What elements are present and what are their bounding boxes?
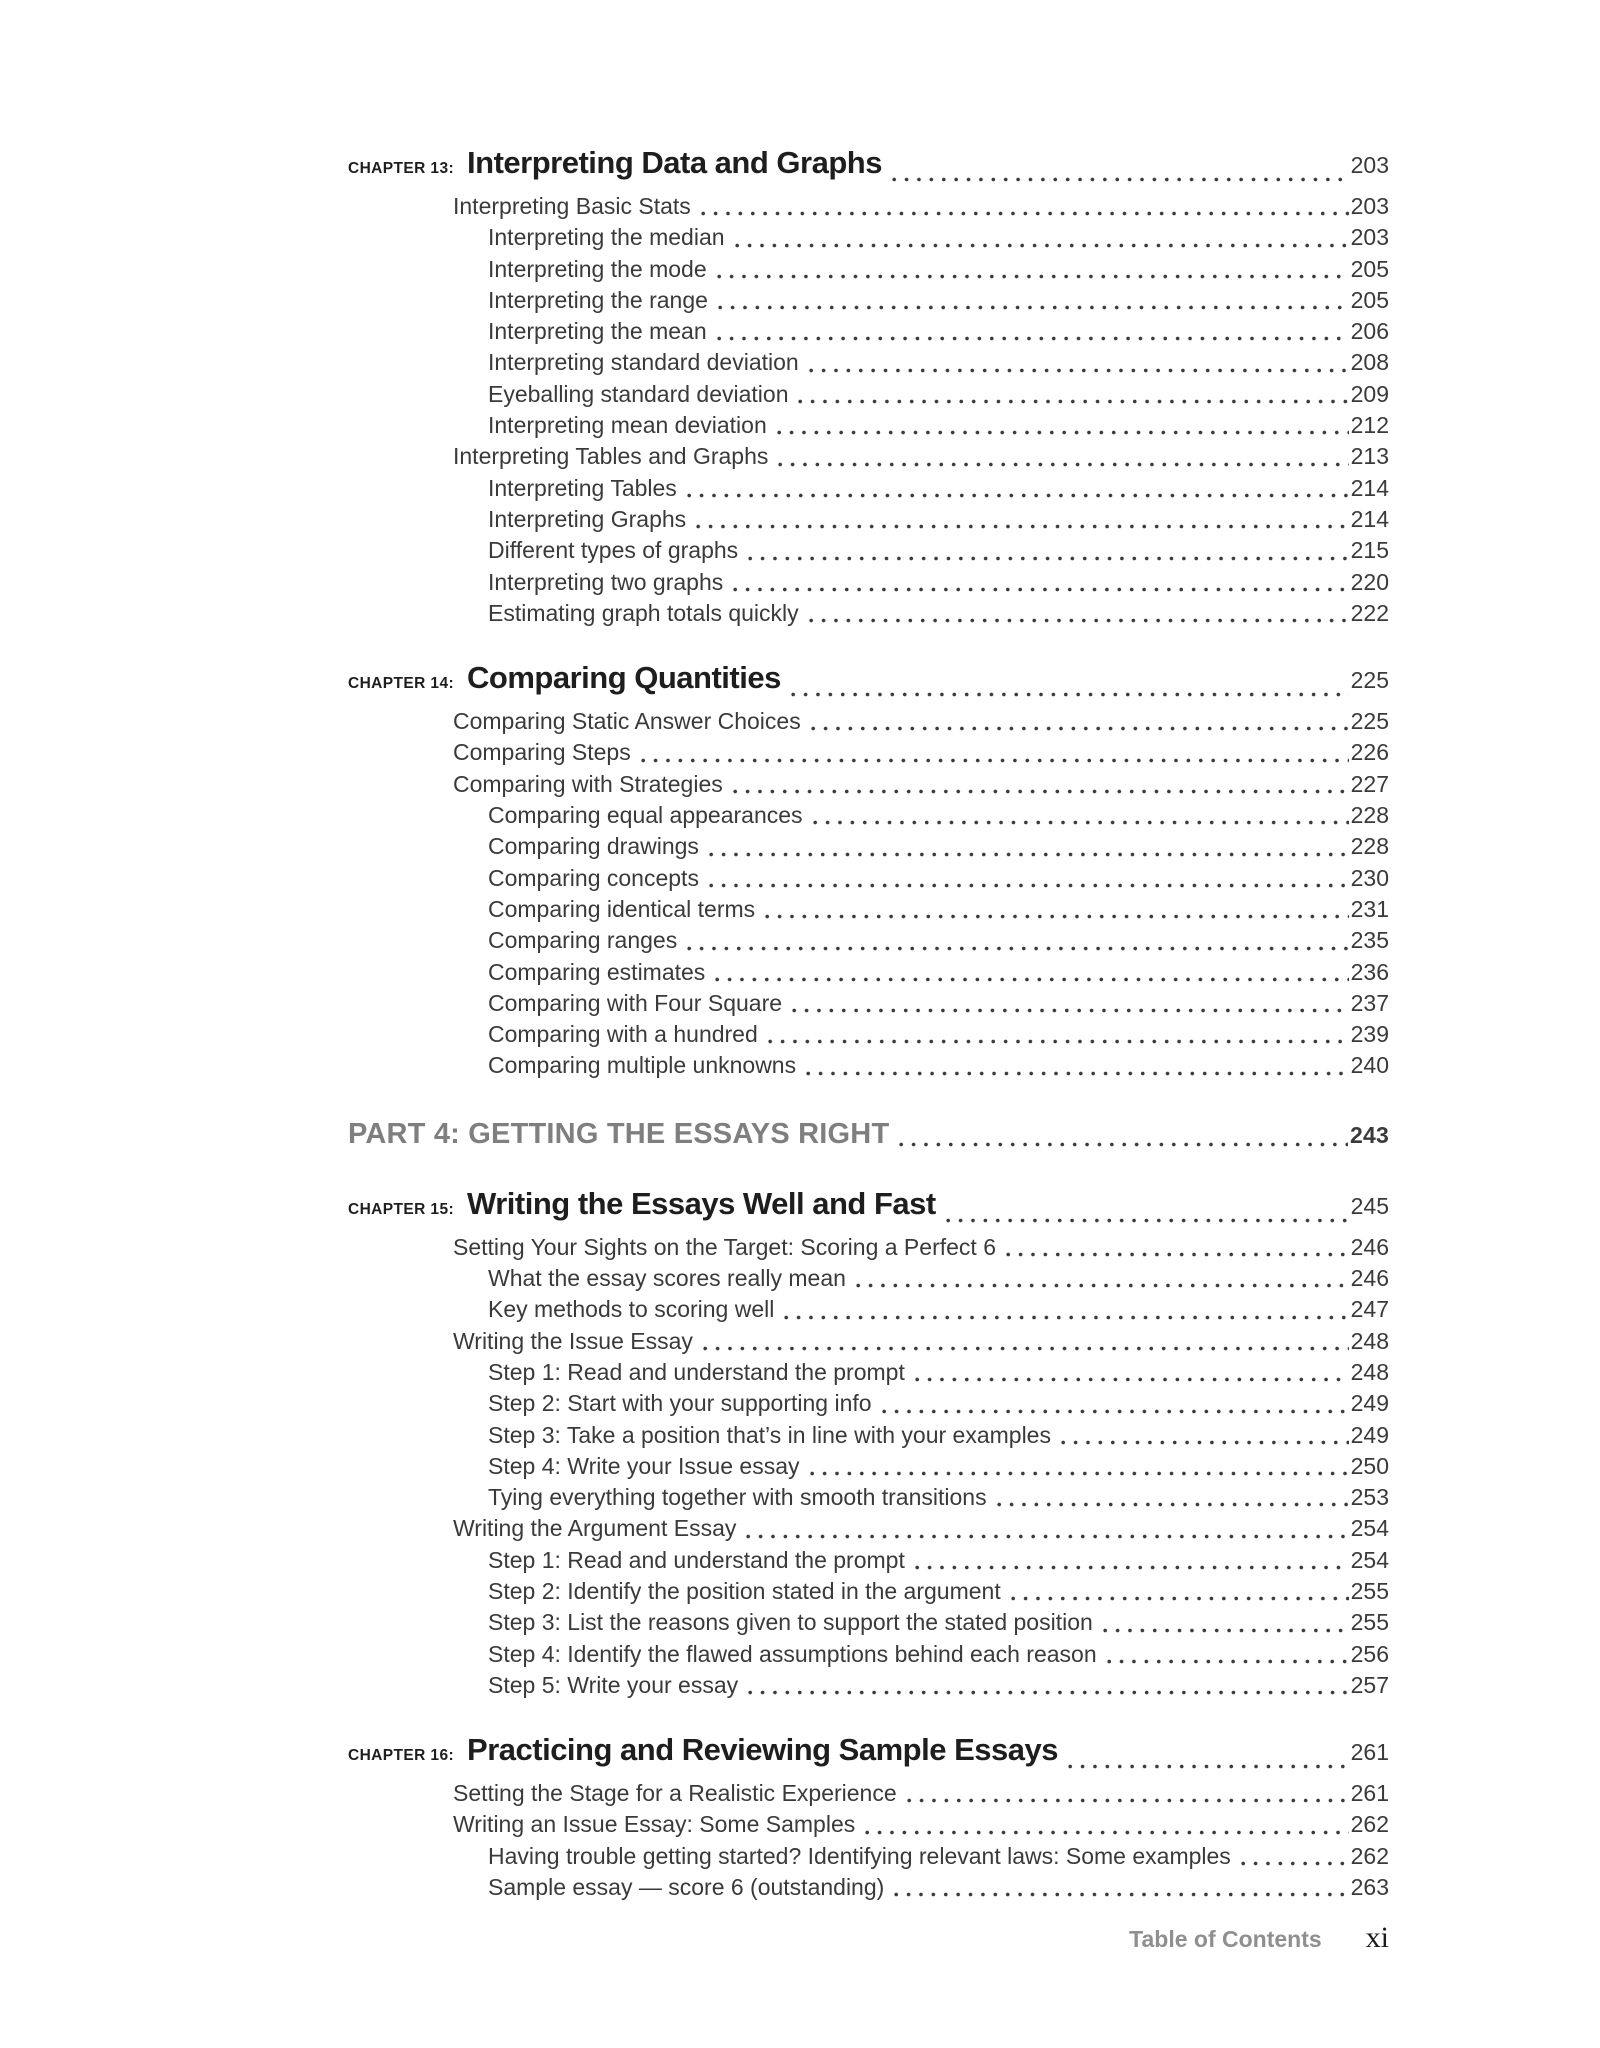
dot-leader — [911, 1377, 1349, 1382]
toc-entry-row[interactable] — [488, 988, 1389, 1019]
chapter-title: Practicing and Reviewing Sample Essays — [467, 1732, 1058, 1768]
entry-title: Comparing with Four Square — [488, 989, 783, 1016]
chapter-label: CHAPTER 13: — [348, 160, 455, 177]
entry-page-number: 248 — [1350, 1358, 1389, 1385]
chapter-page-number: 203 — [1350, 152, 1389, 178]
footer-page-number: xi — [1365, 1921, 1389, 1954]
entry-page-number: 246 — [1350, 1233, 1389, 1260]
entry-title: Step 5: Write your essay — [488, 1671, 739, 1698]
dot-leader — [852, 1283, 1349, 1288]
dot-leader — [713, 336, 1349, 341]
toc-entry-row[interactable] — [488, 316, 1389, 347]
dot-leader — [895, 1142, 1348, 1147]
entry-title: Different types of graphs — [488, 537, 739, 564]
entry-title: Eyeballing standard deviation — [488, 380, 789, 407]
toc-entry-row[interactable] — [488, 1357, 1389, 1388]
entry-title: Estimating graph totals quickly — [488, 599, 799, 626]
entry-title: Interpreting Basic Stats — [453, 193, 691, 219]
chapter-title: Comparing Quantities — [467, 660, 781, 696]
entry-title: Comparing multiple unknowns — [488, 1052, 797, 1079]
entry-title: Step 4: Identify the flawed assumptions behind each reason — [488, 1640, 1097, 1667]
entry-page-number: 214 — [1350, 474, 1389, 501]
dot-leader — [878, 1409, 1349, 1414]
toc-entry-row[interactable] — [488, 254, 1389, 285]
entry-title: Step 2: Start with your supporting info — [488, 1390, 872, 1417]
toc-chapter — [348, 140, 1389, 629]
toc-entry-row[interactable] — [488, 925, 1389, 956]
entry-title: Tying everything together with smooth transitions — [488, 1484, 987, 1511]
toc-entry-row[interactable] — [488, 1482, 1389, 1513]
dot-leader — [764, 1039, 1349, 1044]
entry-page-number: 246 — [1350, 1265, 1389, 1292]
entry-title: Interpreting the mode — [488, 255, 707, 282]
entry-page-number: 203 — [1350, 224, 1389, 251]
chapter-heading-row[interactable] — [348, 655, 1389, 706]
dot-leader — [1064, 1764, 1349, 1769]
entry-title: Interpreting standard deviation — [488, 349, 799, 376]
entry-page-number: 222 — [1350, 599, 1389, 626]
entry-title: Interpreting Tables — [488, 474, 677, 501]
entry-page-number: 206 — [1350, 318, 1389, 345]
dot-leader — [805, 618, 1349, 623]
entry-page-number: 236 — [1350, 958, 1389, 985]
part-title: PART 4: GETTING THE ESSAYS RIGHT — [348, 1117, 890, 1150]
dot-leader — [888, 177, 1349, 182]
entry-page-number: 208 — [1350, 349, 1389, 376]
dot-leader — [705, 852, 1349, 857]
toc-entry-row[interactable] — [488, 1451, 1389, 1482]
entry-title: Writing an Issue Essay: Some Samples — [453, 1811, 856, 1838]
dot-leader — [807, 726, 1349, 731]
entry-page-number: 220 — [1350, 568, 1389, 595]
entry-title: Interpreting mean deviation — [488, 412, 767, 439]
entry-page-number: 215 — [1350, 537, 1389, 564]
entry-page-number: 263 — [1350, 1874, 1389, 1901]
toc-entry-row[interactable] — [488, 1263, 1389, 1294]
toc-entry-row[interactable] — [488, 1576, 1389, 1607]
dot-leader — [637, 758, 1349, 763]
entry-page-number: 261 — [1350, 1780, 1389, 1807]
toc-entry-row[interactable] — [488, 567, 1389, 598]
dot-leader — [1099, 1628, 1349, 1633]
dot-leader — [774, 462, 1348, 467]
toc-entry-row[interactable] — [453, 1513, 1389, 1544]
dot-leader — [744, 556, 1348, 561]
toc-entry-row[interactable] — [453, 441, 1389, 472]
dot-leader — [742, 1534, 1348, 1539]
chapter-page-number: 261 — [1350, 1739, 1389, 1766]
entry-title: Key methods to scoring well — [488, 1296, 775, 1323]
toc-entry-row[interactable] — [453, 1778, 1389, 1809]
entry-title: Comparing with a hundred — [488, 1021, 758, 1048]
entry-page-number: 257 — [1350, 1671, 1389, 1698]
entry-page-number: 239 — [1350, 1021, 1389, 1048]
toc-list — [348, 140, 1389, 1903]
dot-leader — [683, 946, 1348, 951]
entry-page-number: 213 — [1350, 443, 1389, 470]
dot-leader — [890, 1892, 1348, 1897]
entry-page-number: 227 — [1350, 770, 1389, 797]
entry-title: Comparing concepts — [488, 864, 699, 891]
toc-entry-row[interactable] — [488, 473, 1389, 504]
dot-leader — [773, 430, 1349, 435]
toc-entry-row[interactable] — [453, 1326, 1389, 1357]
dot-leader — [731, 243, 1349, 248]
toc-entry-row[interactable] — [453, 1809, 1389, 1840]
toc-entry-row[interactable] — [488, 410, 1389, 441]
dot-leader — [806, 1471, 1349, 1476]
dot-leader — [993, 1502, 1349, 1507]
dot-leader — [794, 399, 1348, 404]
entry-title: Comparing identical terms — [488, 895, 756, 922]
dot-leader — [787, 692, 1349, 697]
entry-page-number: 230 — [1350, 864, 1389, 891]
toc-part-heading-row[interactable] — [348, 1114, 1389, 1155]
dot-leader — [903, 1798, 1349, 1803]
entry-page-number: 249 — [1350, 1421, 1389, 1448]
toc-entry-row[interactable] — [488, 379, 1389, 410]
chapter-title: Interpreting Data and Graphs — [467, 145, 882, 180]
dot-leader — [780, 1315, 1348, 1320]
dot-leader — [729, 789, 1349, 794]
dot-leader — [744, 1690, 1349, 1695]
dot-leader — [713, 274, 1349, 279]
chapter-heading-row[interactable] — [348, 1181, 1389, 1232]
entry-title: What the essay scores really mean — [488, 1265, 846, 1292]
entry-title: Interpreting the mean — [488, 318, 707, 345]
dot-leader — [683, 493, 1349, 498]
dot-leader — [911, 1565, 1349, 1570]
toc-entry-row[interactable] — [488, 535, 1389, 566]
entry-page-number: 247 — [1350, 1296, 1389, 1323]
entry-title: Comparing with Strategies — [453, 770, 723, 797]
entry-title: Interpreting Graphs — [488, 505, 687, 532]
entry-page-number: 253 — [1350, 1484, 1389, 1511]
entry-page-number: 205 — [1350, 286, 1389, 313]
toc-entry-row[interactable] — [488, 1545, 1389, 1576]
entry-page-number: 254 — [1350, 1546, 1389, 1573]
toc-entry-row[interactable] — [488, 863, 1389, 894]
toc-entry-row[interactable] — [453, 191, 1389, 222]
entry-page-number: 262 — [1350, 1842, 1389, 1869]
entry-title: Comparing ranges — [488, 927, 678, 954]
entry-page-number: 254 — [1350, 1515, 1389, 1542]
toc-entry-row[interactable] — [453, 769, 1389, 800]
entry-title: Writing the Argument Essay — [453, 1515, 737, 1542]
entry-page-number: 240 — [1350, 1052, 1389, 1079]
dot-leader — [705, 883, 1349, 888]
toc-entry-row[interactable] — [488, 504, 1389, 535]
chapter-entries — [348, 706, 1389, 1082]
dot-leader — [1002, 1252, 1349, 1257]
toc-entry-row[interactable] — [488, 1420, 1389, 1451]
dot-leader — [1103, 1659, 1349, 1664]
chapter-label: CHAPTER 16: — [348, 1747, 455, 1765]
toc-entry-row[interactable] — [488, 222, 1389, 253]
entry-title: Step 1: Read and understand the prompt — [488, 1546, 905, 1573]
entry-page-number: 205 — [1350, 255, 1389, 282]
toc-entry-row[interactable] — [453, 737, 1389, 768]
footer-section-label: Table of Contents — [1129, 1926, 1322, 1952]
page-footer — [1129, 1921, 1389, 1955]
entry-page-number: 203 — [1350, 193, 1389, 219]
entry-title: Setting Your Sights on the Target: Scoring a Perfect 6 — [453, 1233, 996, 1260]
toc-chapter — [348, 1727, 1389, 1903]
dot-leader — [788, 1008, 1349, 1013]
entry-title: Comparing Steps — [453, 739, 631, 766]
entry-page-number: 255 — [1350, 1577, 1389, 1604]
toc-entry-row[interactable] — [488, 1841, 1389, 1872]
entry-page-number: 209 — [1350, 380, 1389, 407]
entry-page-number: 228 — [1350, 833, 1389, 860]
entry-title: Setting the Stage for a Realistic Experience — [453, 1780, 897, 1807]
toc-entry-row[interactable] — [488, 598, 1389, 629]
toc-entry-row[interactable] — [488, 1639, 1389, 1670]
dot-leader — [1057, 1440, 1349, 1445]
toc-entry-row[interactable] — [488, 1019, 1389, 1050]
toc-entry-row[interactable] — [488, 347, 1389, 378]
entry-title: Interpreting two graphs — [488, 568, 724, 595]
entry-page-number: 212 — [1350, 412, 1389, 439]
chapter-label: CHAPTER 15: — [348, 1200, 455, 1218]
entry-page-number: 237 — [1350, 989, 1389, 1016]
chapter-entries — [348, 191, 1389, 629]
entry-title: Step 4: Write your Issue essay — [488, 1452, 800, 1479]
entry-title: Having trouble getting started? Identifying relevant laws: Some examples — [488, 1842, 1231, 1869]
chapter-page-number: 245 — [1350, 1192, 1389, 1219]
dot-leader — [805, 368, 1349, 373]
dot-leader — [1007, 1596, 1349, 1601]
dot-leader — [729, 587, 1348, 592]
toc-entry-row[interactable] — [488, 285, 1389, 316]
chapter-page-number: 225 — [1350, 667, 1389, 694]
entry-title: Interpreting the range — [488, 286, 708, 313]
entry-page-number: 256 — [1350, 1640, 1389, 1667]
entry-title: Comparing equal appearances — [488, 802, 803, 829]
dot-leader — [699, 1346, 1349, 1351]
dot-leader — [697, 211, 1349, 216]
dot-leader — [942, 1218, 1349, 1223]
entry-title: Writing the Issue Essay — [453, 1327, 693, 1354]
dot-leader — [802, 1071, 1349, 1076]
toc-entry-row[interactable] — [488, 1872, 1389, 1903]
toc-chapter — [348, 655, 1389, 1082]
entry-page-number: 214 — [1350, 505, 1389, 532]
toc-entry-row[interactable] — [488, 957, 1389, 988]
entry-title: Step 1: Read and understand the prompt — [488, 1358, 905, 1385]
part-page-number: 243 — [1350, 1121, 1389, 1148]
dot-leader — [1237, 1861, 1349, 1866]
dot-leader — [761, 914, 1348, 919]
entry-title: Sample essay — score 6 (outstanding) — [488, 1874, 885, 1901]
entry-title: Step 2: Identify the position stated in the argument — [488, 1577, 1001, 1604]
entry-page-number: 249 — [1350, 1390, 1389, 1417]
dot-leader — [711, 977, 1348, 982]
chapter-title: Writing the Essays Well and Fast — [467, 1185, 936, 1221]
chapter-heading-row[interactable] — [348, 140, 1389, 191]
entry-page-number: 228 — [1350, 802, 1389, 829]
toc-entry-row[interactable] — [453, 1232, 1389, 1263]
toc-entry-row[interactable] — [488, 894, 1389, 925]
entry-title: Step 3: Take a position that’s in line with your examples — [488, 1421, 1051, 1448]
chapter-entries — [348, 1232, 1389, 1701]
toc-entry-row[interactable] — [488, 1294, 1389, 1325]
chapter-label: CHAPTER 14: — [348, 675, 455, 693]
entry-page-number: 235 — [1350, 927, 1389, 954]
entry-title: Interpreting the median — [488, 224, 725, 251]
toc-entry-row[interactable] — [488, 800, 1389, 831]
dot-leader — [692, 524, 1348, 529]
entry-title: Interpreting Tables and Graphs — [453, 443, 769, 470]
toc-chapter — [348, 1181, 1389, 1701]
entry-page-number: 226 — [1350, 739, 1389, 766]
toc-entry-row[interactable] — [488, 1050, 1389, 1081]
chapter-entries — [348, 1778, 1389, 1903]
dot-leader — [809, 820, 1349, 825]
toc-entry-row[interactable] — [488, 1607, 1389, 1638]
entry-page-number: 225 — [1350, 708, 1389, 735]
dot-leader — [861, 1830, 1348, 1835]
toc-entry-row[interactable] — [488, 1388, 1389, 1419]
entry-title: Step 3: List the reasons given to support the stated position — [488, 1609, 1093, 1636]
toc-entry-row[interactable] — [488, 831, 1389, 862]
entry-page-number: 250 — [1350, 1452, 1389, 1479]
dot-leader — [714, 305, 1349, 310]
entry-page-number: 248 — [1350, 1327, 1389, 1354]
entry-title: Comparing drawings — [488, 833, 699, 860]
toc-entry-row[interactable] — [488, 1670, 1389, 1701]
toc-entry-row[interactable] — [453, 706, 1389, 737]
entry-title: Comparing Static Answer Choices — [453, 708, 801, 735]
entry-page-number: 231 — [1350, 895, 1389, 922]
chapter-heading-row[interactable] — [348, 1727, 1389, 1778]
entry-title: Comparing estimates — [488, 958, 706, 985]
entry-page-number: 255 — [1350, 1609, 1389, 1636]
entry-page-number: 262 — [1350, 1811, 1389, 1838]
